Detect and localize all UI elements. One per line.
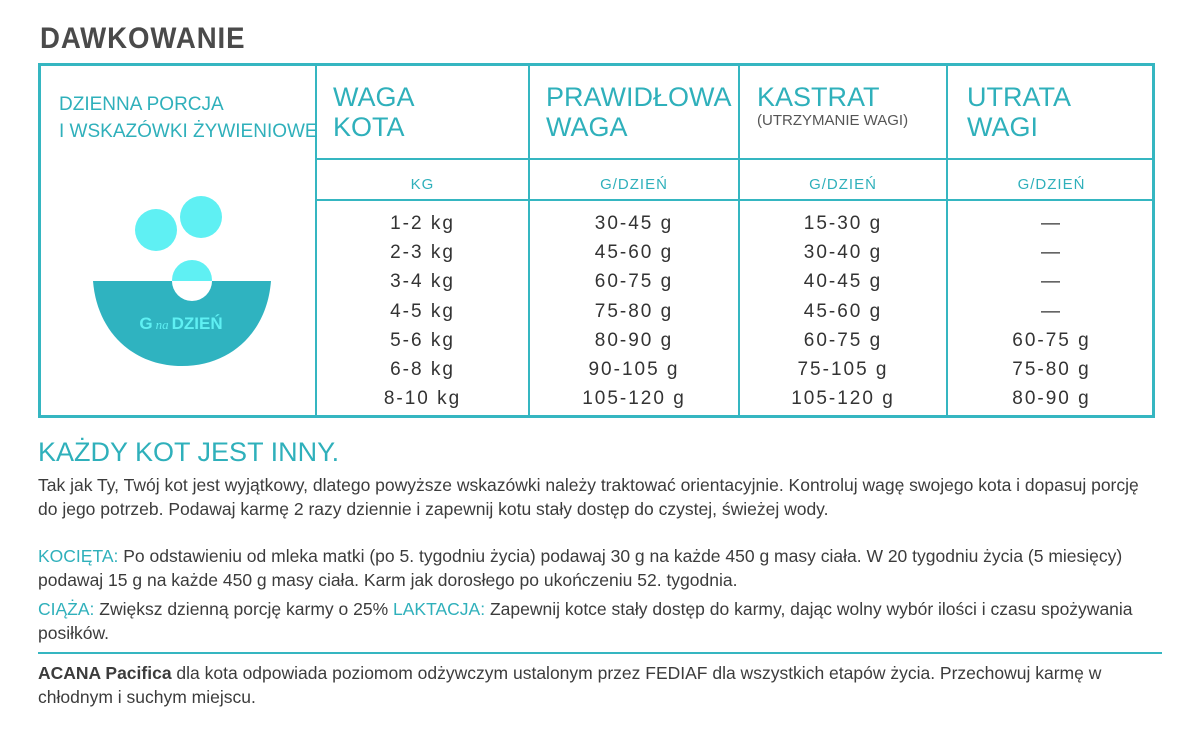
- pregnancy-label: CIĄŻA:: [38, 599, 95, 619]
- table-cell: —: [1041, 300, 1062, 322]
- table-cell: —: [1041, 213, 1062, 234]
- column-header-neutered: KASTRAT (UTRZYMANIE WAGI): [757, 82, 909, 129]
- weight-loss-values: [948, 209, 1155, 413]
- table-cell: 90-105 g: [588, 358, 680, 380]
- lactation-text: Zapewnij kotce stały dostęp do karmy, dając wolny wybór ilości i czasu spożywania posiłków.: [38, 599, 1133, 643]
- footer-paragraph: [38, 662, 1162, 709]
- table-cell: 6-8 kg: [390, 358, 455, 380]
- column-header-weight: WAGA KOTA: [333, 82, 415, 142]
- table-cell: 2-3 kg: [390, 242, 455, 264]
- table-divider: [315, 158, 1152, 160]
- daily-portion-label: DZIENNA PORCJA I WSKAZÓWKI ŻYWIENIOWE: [59, 94, 318, 142]
- food-ball: [180, 196, 222, 238]
- footer-divider: [38, 652, 1162, 654]
- unit-label: KG: [410, 176, 435, 193]
- dosage-table: [38, 63, 1155, 418]
- page-title: DAWKOWANIE: [40, 22, 246, 55]
- pregnancy-text: Zwiększ dzienną porcję karmy o 25%: [94, 599, 393, 619]
- table-cell: 80-90 g: [1012, 388, 1091, 410]
- table-cell: 80-90 g: [594, 329, 674, 351]
- kittens-paragraph: [38, 545, 1162, 592]
- table-divider: [315, 199, 1152, 201]
- table-cell: 1-2 kg: [390, 213, 455, 234]
- table-cell: —: [1041, 242, 1062, 264]
- table-cell: 45-60 g: [803, 300, 883, 322]
- table-cell: —: [1041, 271, 1062, 293]
- table-cell: 60-75 g: [1012, 329, 1091, 351]
- intro-paragraph: Tak jak Ty, Twój kot jest wyjątkowy, dlatego powyższe wskazówki należy traktować orientacyjnie. Kontroluj wagę swojego kota i dopasuj porcję do jego potrzeb. Podawaj karmę 2 razy dziennie i zapewnij kotu stały dostęp do czystej, świeżej wody.: [38, 475, 1139, 519]
- table-cell: 60-75 g: [803, 329, 883, 351]
- table-cell: 5-6 kg: [390, 329, 455, 351]
- table-cell: 4-5 kg: [390, 300, 455, 322]
- table-cell: 60-75 g: [594, 271, 674, 293]
- table-cell: 15-30 g: [803, 213, 883, 234]
- unit-label: G/DZIEŃ: [809, 176, 877, 193]
- unit-label: G/DZIEŃ: [600, 176, 668, 193]
- column-header-ideal: PRAWIDŁOWA WAGA: [546, 82, 732, 142]
- table-cell: 105-120 g: [582, 388, 686, 410]
- ideal-weight-values: [530, 209, 738, 413]
- weight-values: [317, 209, 528, 413]
- unit-label: G/DZIEŃ: [1017, 176, 1086, 193]
- column-header-weight-loss: UTRATA WAGI: [967, 82, 1071, 142]
- table-cell: 30-45 g: [594, 213, 674, 234]
- footer-text: dla kota odpowiada poziomom odżywczym ustalonym przez FEDIAF dla wszystkich etapów życia. Przechowuj karmę w chłodnym i suchym miejscu.: [38, 663, 1102, 707]
- table-cell: 75-105 g: [797, 358, 889, 380]
- bowl-icon: [81, 184, 281, 369]
- table-cell: 75-80 g: [594, 300, 674, 322]
- kittens-label: KOCIĘTA:: [38, 546, 119, 566]
- table-cell: 30-40 g: [803, 242, 883, 264]
- table-cell: 105-120 g: [791, 388, 895, 410]
- lactation-label: LAKTACJA:: [393, 599, 486, 619]
- table-cell: 75-80 g: [1012, 358, 1091, 380]
- brand-name: ACANA Pacifica: [38, 663, 172, 683]
- neutered-values: [740, 209, 946, 413]
- table-cell: 8-10 kg: [383, 388, 462, 410]
- bowl-label: G na DZIEŃ: [139, 314, 223, 333]
- kittens-text: Po odstawieniu od mleka matki (po 5. tygodniu życia) podawaj 30 g na każde 450 g masy ciała. W 20 tygodniu życia (5 miesięcy) podawaj 15 g na każde 450 g masy ciała. Karm jak dorosłego po ukończeniu 52. tygodnia.: [38, 546, 1123, 590]
- table-cell: 3-4 kg: [390, 271, 455, 293]
- table-cell: 45-60 g: [594, 242, 674, 264]
- section-heading: KAŻDY KOT JEST INNY.: [38, 437, 340, 467]
- table-cell: 40-45 g: [803, 271, 883, 293]
- food-ball: [135, 209, 177, 251]
- pregnancy-paragraph: [38, 598, 1162, 645]
